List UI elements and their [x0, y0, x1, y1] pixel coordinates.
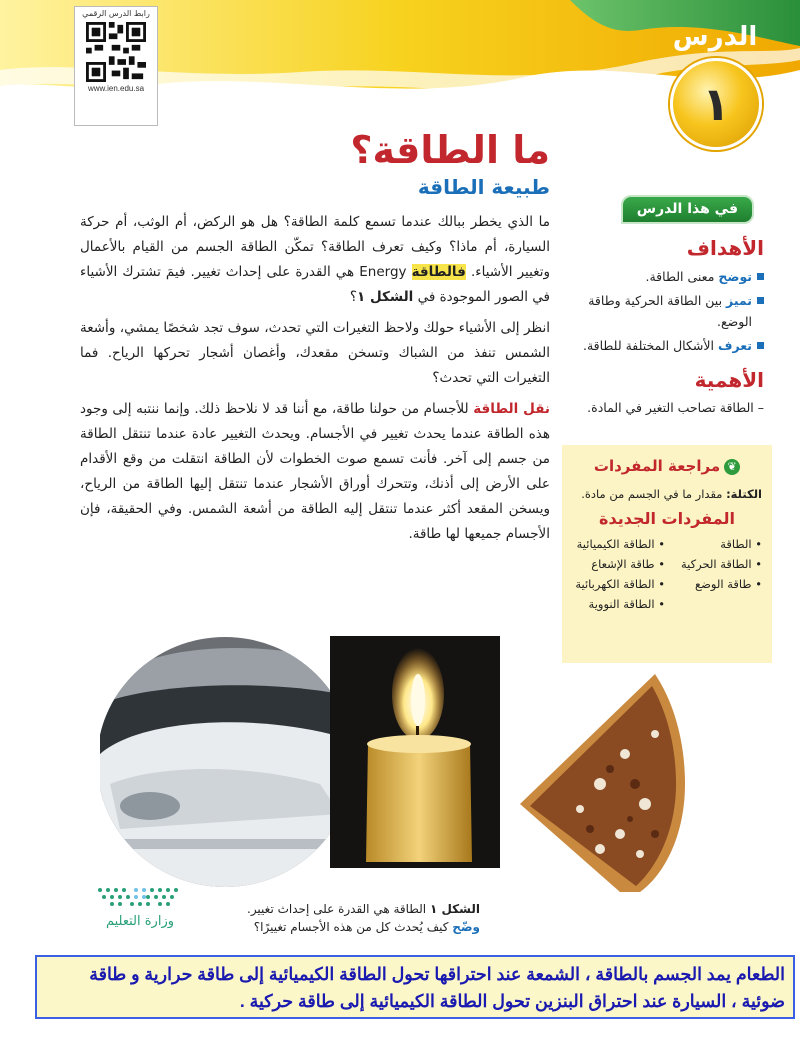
paragraph-3	[80, 397, 550, 547]
objective-text: معنى الطاقة.	[645, 269, 715, 284]
objective-verb: توضح	[718, 269, 752, 284]
vocab-term: • الطاقة النووية	[568, 594, 665, 614]
energy-transfer-term: نقل الطاقة	[473, 401, 551, 417]
objective-item	[564, 335, 764, 356]
lesson-sidebar	[564, 195, 764, 418]
objective-verb: تميز	[726, 293, 752, 308]
importance-heading: الأهمية	[694, 368, 764, 392]
review-term: الكتلة:	[726, 487, 762, 501]
figure-caption	[247, 900, 480, 936]
lesson-number-badge	[670, 58, 762, 150]
lesson-number: ١	[701, 77, 731, 131]
ministry-dots-icon	[90, 882, 190, 912]
vocab-term: • الطاقة	[665, 534, 762, 554]
review-definition: مقدار ما في الجسم من مادة.	[581, 487, 723, 501]
qr-code-icon	[86, 22, 146, 82]
ministry-name: وزارة التعليم	[105, 914, 175, 929]
objective-text: الأشكال المختلفة للطاقة.	[582, 338, 714, 353]
vocabulary-box	[562, 445, 772, 663]
vocab-review-label: مراجعة المفردات	[593, 457, 721, 475]
digital-lesson-qr[interactable]	[74, 6, 158, 126]
cars-photo	[100, 634, 360, 892]
importance-text: – الطاقة تصاحب التغير في المادة.	[587, 400, 764, 415]
vocab-term: • الطاقة الكهربائية	[568, 574, 665, 594]
vocab-grid-spacer	[665, 594, 762, 614]
figure-label: الشكل ١	[429, 902, 480, 916]
ministry-logo	[80, 882, 200, 942]
qr-url[interactable]: www.ien.edu.sa	[87, 84, 145, 93]
section-subtitle: طبيعة الطاقة	[417, 175, 550, 199]
objectives-list	[564, 266, 764, 356]
figure-caption-text: الطاقة هي القدرة على إحداث تغيير.	[247, 902, 427, 916]
vocab-term: • طاقة الإشعاع	[568, 554, 665, 574]
figure-question-verb: وضّح	[452, 920, 480, 934]
vocab-term: • الطاقة الكيميائية	[568, 534, 665, 554]
page-title: ما الطاقة؟	[350, 128, 550, 172]
paragraph-2: انظر إلى الأشياء حولك ولاحظ التغيرات التي تحدث، سوف تجد شخصًا يمشي، وأشعة الشمس تنفذ من الشباك وتسخن مقعدك، وأغصان أشجار تحركها الرياح. فما التغيرات التي تحدث؟	[80, 320, 550, 386]
paragraph-1-text-a: ما الذي يخطر ببالك عندما تسمع كلمة الطاقة؟ هل هو الركض، أم الوثب، أم حركة السيارة، أم ماذا؟ وكيف تعرف الطاقة؟ تمكّن الطاقة الجسم من القيام بالأعمال وتغيير الأشياء.	[80, 214, 550, 280]
figure-1-images	[100, 634, 690, 892]
new-vocab-heading: المفردات الجديدة	[599, 509, 735, 528]
qr-caption: رابط الدرس الرقمي	[82, 9, 150, 18]
paragraph-1-end: ؟	[349, 289, 357, 305]
vocab-review-heading	[562, 457, 772, 475]
paragraph-1	[80, 210, 550, 310]
paragraph-1-text-b: Energy هي القدرة على إحداث تغيير. فيمَ تشترك الأشياء في الصور الموجودة في	[80, 264, 550, 305]
new-vocab-list	[562, 528, 772, 614]
objective-text: بين الطاقة الحركية وطاقة الوضع.	[588, 293, 752, 329]
objective-item	[564, 290, 764, 332]
pizza-photo	[520, 674, 685, 892]
paragraph-3-text: للأجسام من حولنا طاقة، مع أننا قد لا نلاحظ ذلك. وإنما ننتبه إلى وجود هذه الطاقة عندما يحدث تغيير في الأجسام. ويحدث التغيير عادة عندما تنتقل الطاقة من جسم إلى آخر. فأنت تسمع صوت الخطوات لأن الطاقة انتقلت من وقع الأقدام على الأرض إلى أذنك، وتتحرك أوراق الأشجار عندما تنتقل إليها الطاقة من الرياح، ويسخن المقعد أكثر عندما تنتقل إليه الطاقة من أشعة الشمس. وفي الحقيقة، فإن الأجسام جميعها لها طاقة.	[80, 401, 550, 542]
objective-verb: تعرف	[717, 338, 752, 353]
caption-line-2	[247, 918, 480, 936]
figure-reference: الشكل ١	[357, 289, 414, 305]
figure-question: كيف يُحدث كل من هذه الأجسام تغييرًا؟	[253, 920, 449, 934]
objective-item	[564, 266, 764, 287]
vocab-review-entry	[562, 475, 772, 503]
leaf-icon: ❦	[724, 459, 740, 475]
objectives-heading: الأهداف	[686, 236, 764, 260]
vocab-term: • طاقة الوضع	[665, 574, 762, 594]
caption-line-1	[247, 900, 480, 918]
answer-text: الطعام يمد الجسم بالطاقة ، الشمعة عند احتراقها تحول الطاقة الكيميائية إلى طاقة حرارية و طاقة ضوئية ، السيارة عند احتراق البنزين تحول الطاقة الكيميائية إلى طاقة حركية .	[89, 964, 785, 1011]
answer-box	[35, 955, 795, 1019]
lesson-label: الدرس	[672, 22, 758, 52]
in-this-lesson-tab: في هذا الدرس	[621, 195, 754, 224]
lesson-body	[80, 210, 550, 553]
vocab-term: • الطاقة الحركية	[665, 554, 762, 574]
energy-term-highlight: فالطاقة	[411, 264, 466, 280]
figure-1-illustration	[100, 634, 690, 892]
